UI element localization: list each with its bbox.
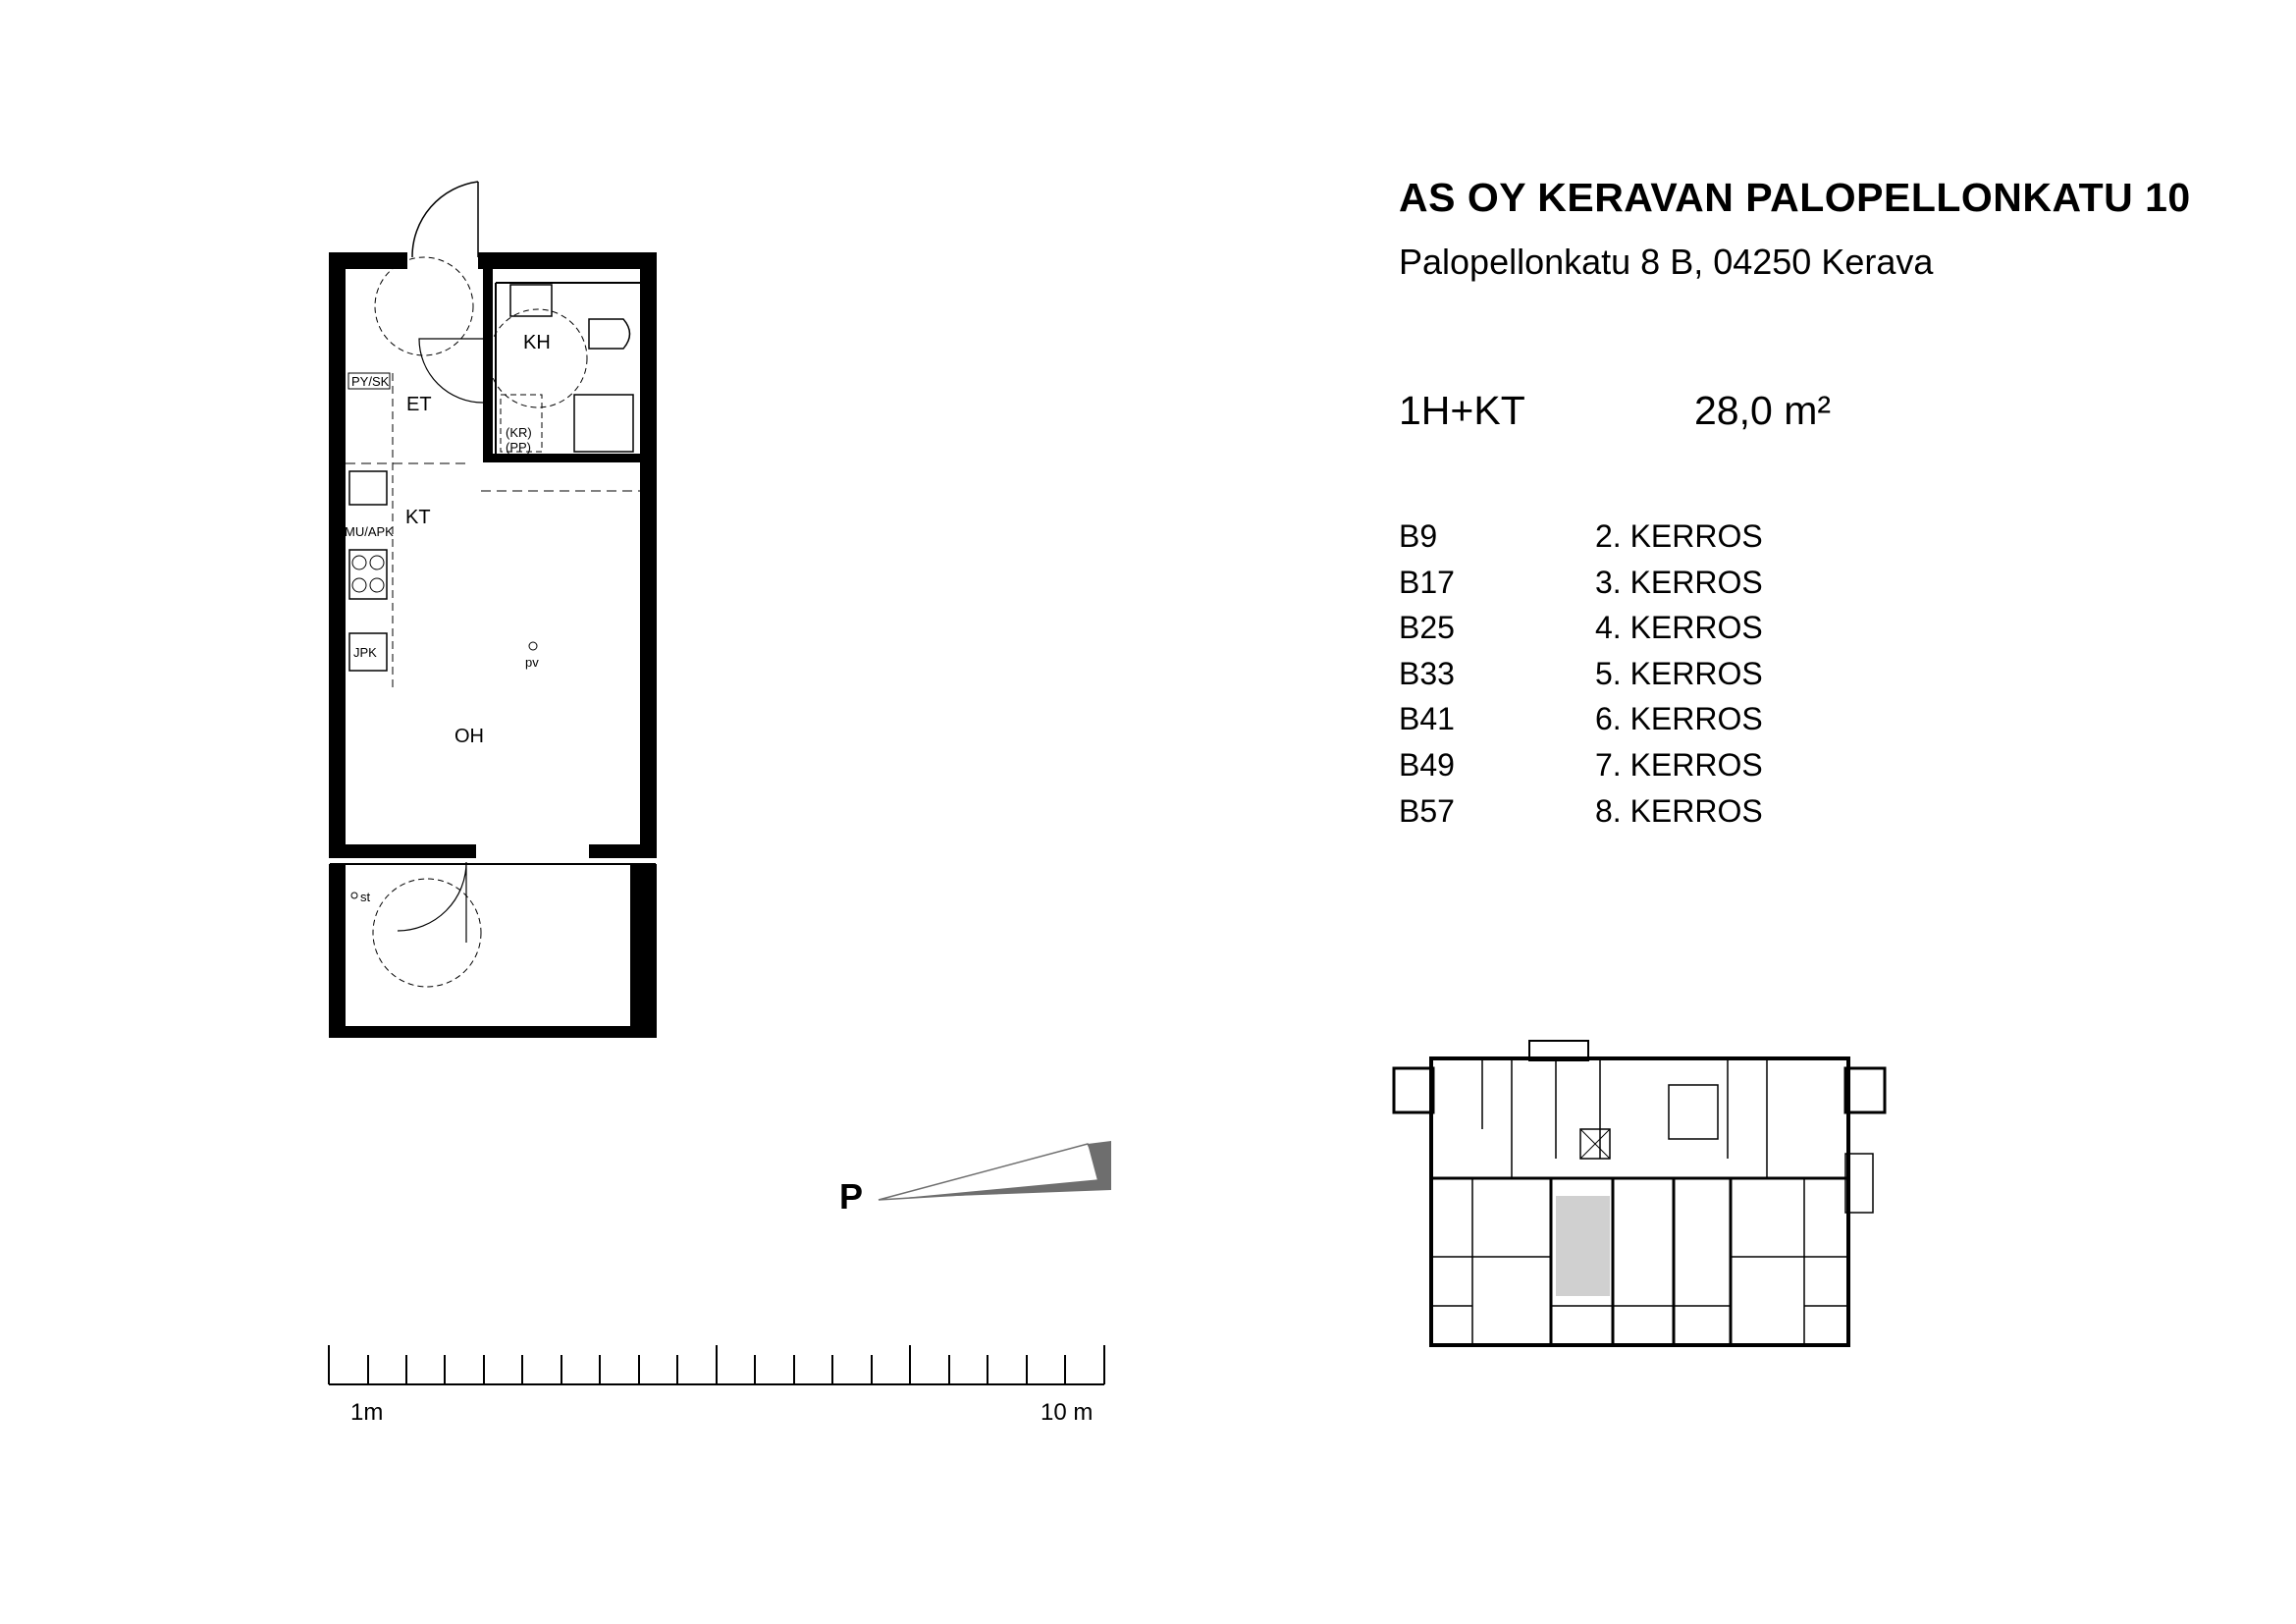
room-label-kr: (KR)	[506, 425, 532, 440]
apartment-floor: 2. KERROS	[1595, 518, 1763, 554]
balcony-turning-circle	[373, 879, 481, 987]
apartment-id: B25	[1399, 610, 1455, 646]
scale-bar	[329, 1345, 1104, 1384]
building-key-plan	[1394, 1041, 1885, 1345]
north-arrow-icon	[879, 1141, 1111, 1200]
scale-start-label: 1m	[350, 1399, 384, 1426]
marker-label-pv: pv	[525, 655, 539, 670]
wall-bottom-right	[589, 844, 657, 858]
apartment-type: 1H+KT	[1399, 388, 1525, 433]
room-label-kt: KT	[405, 507, 431, 528]
apartment-floor: 4. KERROS	[1595, 610, 1763, 646]
apartment-area: 28,0 m²	[1694, 388, 1831, 433]
balcony-door	[398, 862, 466, 943]
wall-right	[640, 252, 657, 856]
apartment-id: B57	[1399, 792, 1455, 829]
building-title: AS OY KERAVAN PALOPELLONKATU 10	[1399, 175, 2191, 220]
washbasin	[510, 285, 552, 316]
wall-left	[329, 252, 346, 856]
appliance-label-jpk: JPK	[353, 645, 377, 660]
room-label-kh: KH	[523, 332, 551, 353]
balcony-wall-left	[329, 864, 346, 1038]
entrance-turning-circle	[375, 257, 473, 355]
apartment-floor: 5. KERROS	[1595, 655, 1763, 691]
wall-top-right	[478, 252, 655, 269]
apartment-floor: 8. KERROS	[1595, 792, 1763, 829]
key-plan-highlight-apartment	[1556, 1196, 1610, 1296]
balcony-wall-right	[630, 864, 657, 1038]
apartment-floor: 6. KERROS	[1595, 701, 1763, 737]
building-address: Palopellonkatu 8 B, 04250 Kerava	[1399, 242, 1934, 282]
st-marker	[351, 893, 357, 898]
apartment-id: B33	[1399, 655, 1455, 691]
apartment-id: B49	[1399, 746, 1455, 783]
room-label-oh: OH	[454, 726, 484, 747]
marker-label-st: st	[360, 890, 371, 904]
entrance-door	[412, 182, 478, 257]
room-label-pp: (PP)	[506, 440, 531, 455]
north-label: P	[839, 1176, 864, 1217]
apartment-id: B17	[1399, 564, 1455, 600]
wall-bottom-left	[329, 844, 476, 858]
room-label-et: ET	[406, 394, 432, 415]
pv-marker	[529, 642, 537, 650]
bathroom-wall-left	[483, 269, 493, 460]
apartment-floor: 7. KERROS	[1595, 746, 1763, 783]
appliance-label-mu-apk: MU/APK	[345, 524, 394, 539]
apartment-id: B41	[1399, 701, 1455, 737]
balcony-outline	[331, 864, 655, 1036]
apartment-plan	[329, 182, 657, 1038]
kitchen-sink	[349, 471, 387, 505]
apartment-id: B9	[1399, 518, 1438, 554]
closet-label-pysk: PY/SK	[351, 374, 390, 389]
bathroom-wall-bottom	[483, 454, 640, 462]
scale-end-label: 10 m	[1041, 1399, 1094, 1426]
apartment-floor: 3. KERROS	[1595, 564, 1763, 600]
shower	[574, 395, 633, 452]
bathroom-turning-circle	[489, 309, 587, 407]
toilet	[589, 319, 630, 349]
balcony-wall-bottom	[329, 1026, 653, 1038]
